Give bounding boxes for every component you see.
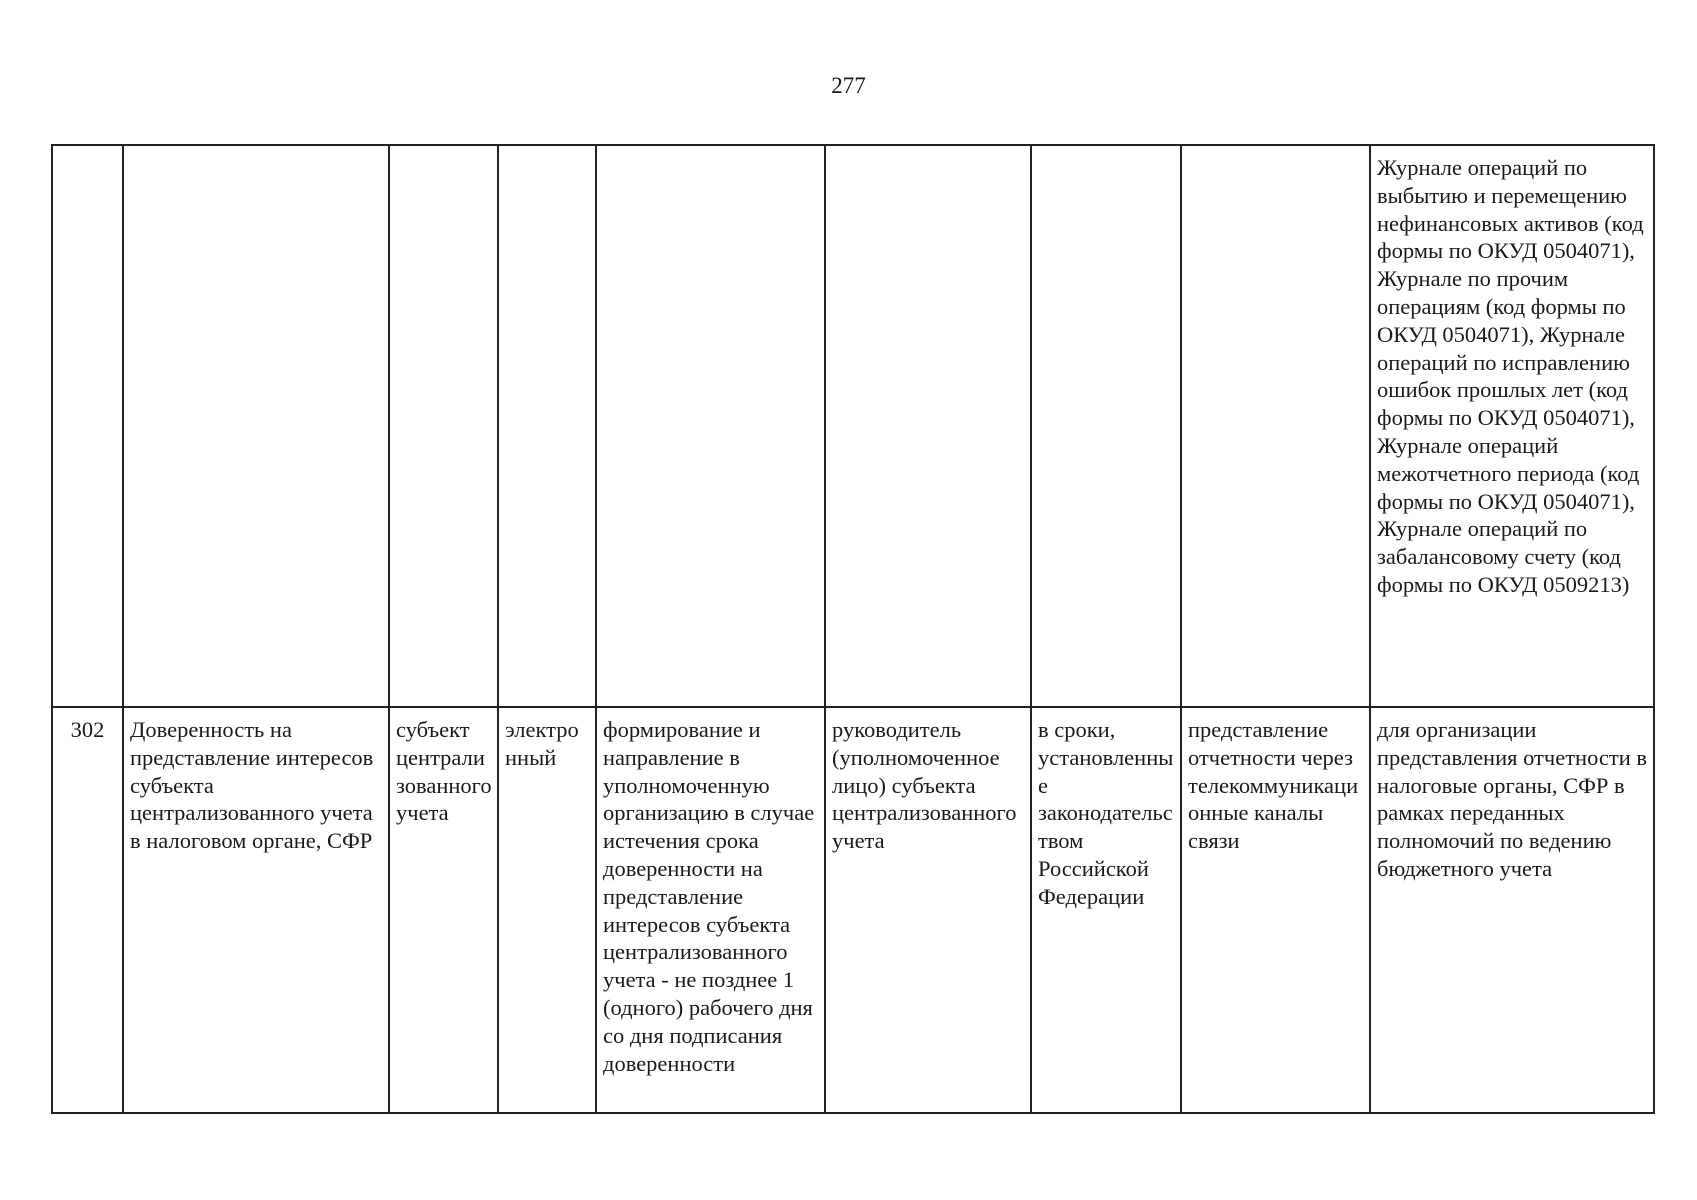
deadline-cell: [1031, 145, 1181, 707]
row-number-cell: [52, 145, 123, 707]
responsible-person-cell: [825, 145, 1031, 707]
row-number-cell: 302: [52, 707, 123, 1113]
document-creator-cell: [389, 145, 498, 707]
deadline-cell: в сроки, установленные законодательством Российской Федерации: [1031, 707, 1181, 1113]
document-creator-cell: субъект централизованного учета: [389, 707, 498, 1113]
document-action-cell: [596, 145, 825, 707]
purpose-cell: Журнале операций по выбытию и перемещению нефинансовых активов (код формы по ОКУД 0504071), Журнале по прочим операциям (код формы по ОКУД 0504071), Журнале операций по исправлению ошибок прошлых лет (код формы по ОКУД 0504071), Журнале операций межотчетного периода (код формы по ОКУД 0504071), Журнале операций по забалансовому счету (код формы по ОКУД 0509213): [1370, 145, 1654, 707]
page-number: 277: [831, 73, 866, 98]
transfer-method-cell: [1181, 145, 1370, 707]
table-row: [52, 707, 1654, 1113]
table-row: [52, 145, 1654, 707]
transfer-method-cell: представление отчетности через телекоммуникационные каналы связи: [1181, 707, 1370, 1113]
document-table: [51, 144, 1655, 1114]
document-action-cell: формирование и направление в уполномоченную организацию в случае истечения срока доверенности на представление интересов субъекта централизованного учета - не позднее 1 (одного) рабочего дня со дня подписания доверенности: [596, 707, 825, 1113]
responsible-person-cell: руководитель (уполномоченное лицо) субъекта централизованного учета: [825, 707, 1031, 1113]
document-name-cell: Доверенность на представление интересов субъекта централизованного учета в налоговом органе, СФР: [123, 707, 389, 1113]
document-name-cell: [123, 145, 389, 707]
document-format-cell: электронный: [498, 707, 596, 1113]
document-format-cell: [498, 145, 596, 707]
purpose-cell: для организации представления отчетности в налоговые органы, СФР в рамках переданных полномочий по ведению бюджетного учета: [1370, 707, 1654, 1113]
